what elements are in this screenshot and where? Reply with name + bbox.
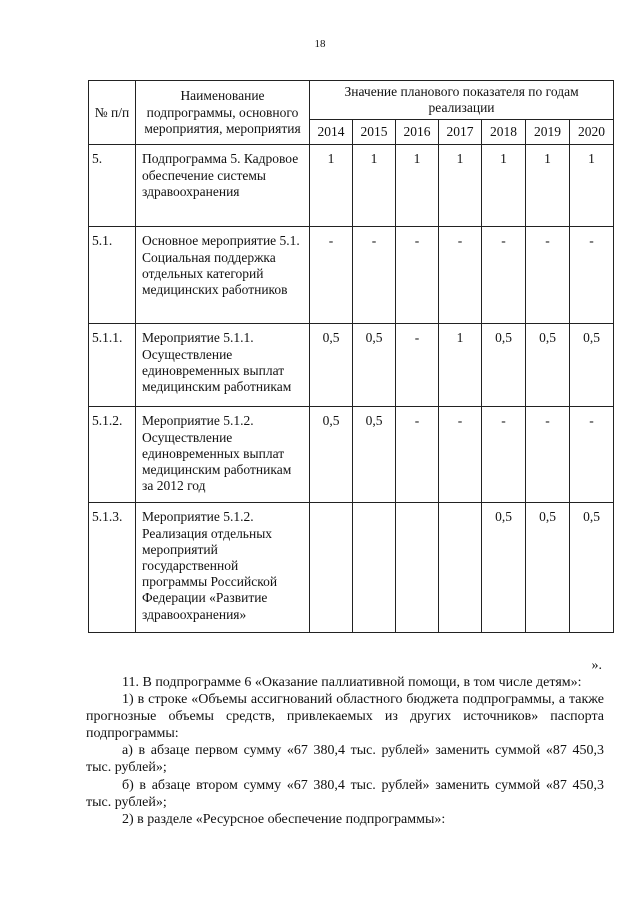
row-value: 0,5 [482, 324, 526, 407]
row-name: Основное мероприятие 5.1. Социальная поддержка отдельных категорий медицинских работников [136, 227, 310, 324]
header-year: 2020 [570, 120, 614, 145]
header-values-title: Значение планового показателя по годам реализации [310, 81, 614, 120]
header-year: 2015 [353, 120, 396, 145]
row-value [353, 503, 396, 633]
row-value: 1 [439, 145, 482, 227]
row-number: 5.1. [89, 227, 136, 324]
indicator-table [88, 80, 614, 633]
table-row [89, 503, 614, 633]
row-value: 1 [310, 145, 353, 227]
row-value: 0,5 [353, 324, 396, 407]
row-value: 0,5 [526, 503, 570, 633]
row-value: 1 [526, 145, 570, 227]
paragraph-11: 11. В подпрограмме 6 «Оказание паллиативной помощи, в том числе детям»: [122, 675, 582, 691]
row-value: - [439, 227, 482, 324]
page-number: 18 [314, 38, 326, 50]
row-value: - [482, 407, 526, 503]
row-value: - [570, 227, 614, 324]
header-year: 2018 [482, 120, 526, 145]
row-value: 0,5 [353, 407, 396, 503]
row-value: 0,5 [570, 324, 614, 407]
row-value: - [353, 227, 396, 324]
row-value: 1 [396, 145, 439, 227]
row-name: Мероприятие 5.1.1. Осуществление единовременных выплат медицинским работникам [136, 324, 310, 407]
document-body [86, 657, 604, 828]
row-value: - [439, 407, 482, 503]
row-name: Мероприятие 5.1.2. Осуществление единовременных выплат медицинским работникам за 2012 год [136, 407, 310, 503]
row-value: 1 [439, 324, 482, 407]
row-value: - [526, 227, 570, 324]
row-value: 1 [482, 145, 526, 227]
row-value: - [396, 227, 439, 324]
row-value: - [310, 227, 353, 324]
row-value: 0,5 [482, 503, 526, 633]
row-value: - [396, 407, 439, 503]
table-row [89, 324, 614, 407]
table-row [89, 407, 614, 503]
row-value: 0,5 [310, 407, 353, 503]
header-year: 2017 [439, 120, 482, 145]
row-value: 0,5 [570, 503, 614, 633]
row-number: 5. [89, 145, 136, 227]
closing-quote: ». [591, 658, 602, 673]
row-value: - [482, 227, 526, 324]
paragraph-1: 1) в строке «Объемы ассигнований областного бюджета подпрограммы, а также прогнозные объемы средств, привлекаемых из других источников» паспорта подпрограммы: [86, 692, 604, 742]
row-name: Подпрограмма 5. Кадровое обеспечение системы здравоохранения [136, 145, 310, 227]
row-value: - [396, 324, 439, 407]
paragraph-b: б) в абзаце втором сумму «67 380,4 тыс. рублей» заменить суммой «87 450,3 тыс. рублей»; [86, 777, 604, 810]
header-number: № п/п [89, 81, 136, 145]
paragraph-a: а) в абзаце первом сумму «67 380,4 тыс. рублей» заменить суммой «87 450,3 тыс. рублей»; [86, 743, 604, 776]
header-year: 2014 [310, 120, 353, 145]
row-value: 0,5 [526, 324, 570, 407]
row-value [310, 503, 353, 633]
row-number: 5.1.1. [89, 324, 136, 407]
row-value: 0,5 [310, 324, 353, 407]
row-value [439, 503, 482, 633]
row-number: 5.1.3. [89, 503, 136, 633]
row-name: Мероприятие 5.1.2. Реализация отдельных мероприятий государственной программы Российской Федерации «Развитие здравоохранения» [136, 503, 310, 633]
row-number: 5.1.2. [89, 407, 136, 503]
row-value: 1 [353, 145, 396, 227]
table-row [89, 227, 614, 324]
row-value [396, 503, 439, 633]
paragraph-2: 2) в разделе «Ресурсное обеспечение подпрограммы»: [122, 811, 446, 827]
table-row [89, 145, 614, 227]
header-year: 2016 [396, 120, 439, 145]
row-value: - [570, 407, 614, 503]
row-value: 1 [570, 145, 614, 227]
header-name: Наименование подпрограммы, основного мероприятия, мероприятия [136, 81, 310, 145]
row-value: - [526, 407, 570, 503]
header-year: 2019 [526, 120, 570, 145]
